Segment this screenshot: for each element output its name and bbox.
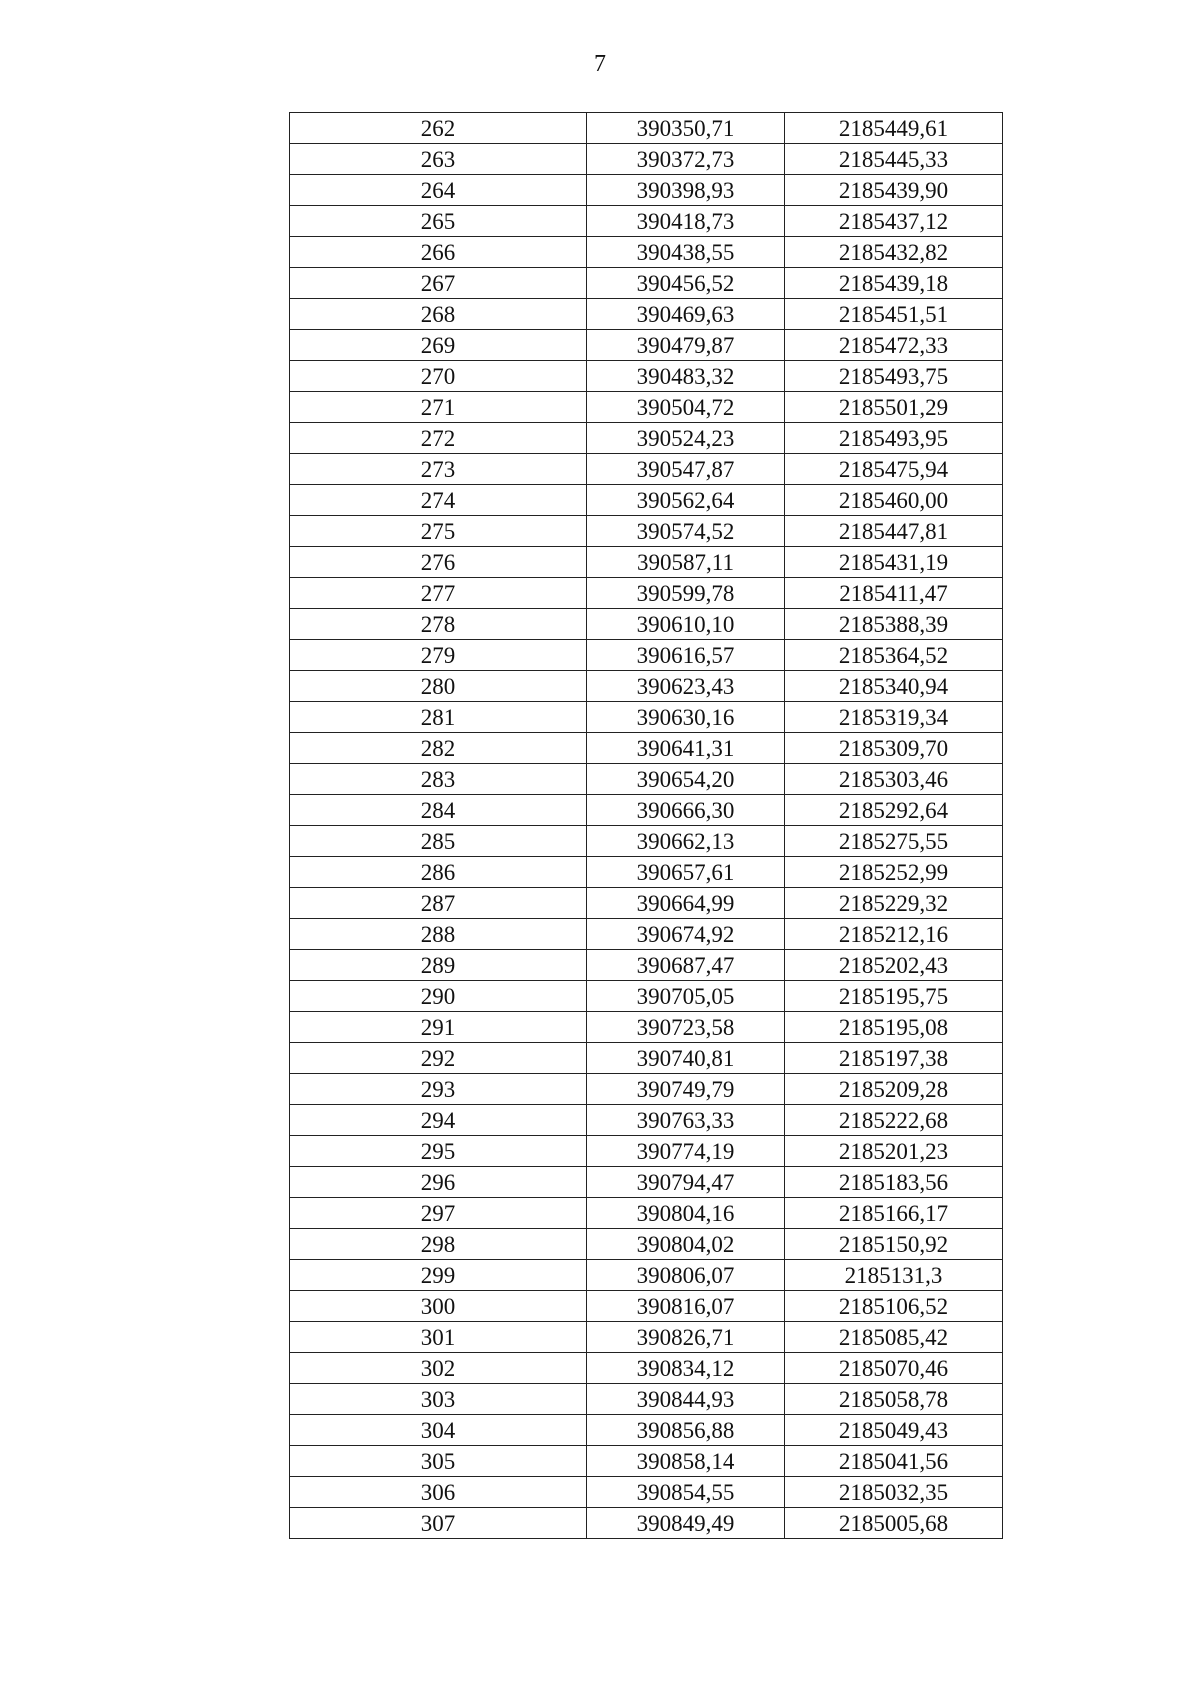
x-coordinate-cell: 390438,55 <box>587 237 785 268</box>
x-coordinate-cell: 390599,78 <box>587 578 785 609</box>
y-coordinate-cell: 2185309,70 <box>785 733 1003 764</box>
x-coordinate-cell: 390794,47 <box>587 1167 785 1198</box>
x-coordinate-cell: 390623,43 <box>587 671 785 702</box>
y-coordinate-cell: 2185472,33 <box>785 330 1003 361</box>
y-coordinate-cell: 2185131,3 <box>785 1260 1003 1291</box>
y-coordinate-cell: 2185431,19 <box>785 547 1003 578</box>
x-coordinate-cell: 390524,23 <box>587 423 785 454</box>
point-number-cell: 306 <box>290 1477 587 1508</box>
x-coordinate-cell: 390674,92 <box>587 919 785 950</box>
y-coordinate-cell: 2185005,68 <box>785 1508 1003 1539</box>
y-coordinate-cell: 2185364,52 <box>785 640 1003 671</box>
y-coordinate-cell: 2185085,42 <box>785 1322 1003 1353</box>
table-row <box>290 1260 1003 1291</box>
table-row <box>290 888 1003 919</box>
y-coordinate-cell: 2185195,75 <box>785 981 1003 1012</box>
point-number-cell: 280 <box>290 671 587 702</box>
table-row <box>290 764 1003 795</box>
y-coordinate-cell: 2185229,32 <box>785 888 1003 919</box>
x-coordinate-cell: 390657,61 <box>587 857 785 888</box>
table-row <box>290 733 1003 764</box>
table-row <box>290 981 1003 1012</box>
x-coordinate-cell: 390749,79 <box>587 1074 785 1105</box>
x-coordinate-cell: 390666,30 <box>587 795 785 826</box>
point-number-cell: 272 <box>290 423 587 454</box>
y-coordinate-cell: 2185058,78 <box>785 1384 1003 1415</box>
point-number-cell: 266 <box>290 237 587 268</box>
point-number-cell: 300 <box>290 1291 587 1322</box>
table-row <box>290 702 1003 733</box>
y-coordinate-cell: 2185411,47 <box>785 578 1003 609</box>
table-row <box>290 1229 1003 1260</box>
point-number-cell: 295 <box>290 1136 587 1167</box>
point-number-cell: 296 <box>290 1167 587 1198</box>
x-coordinate-cell: 390705,05 <box>587 981 785 1012</box>
y-coordinate-cell: 2185201,23 <box>785 1136 1003 1167</box>
table-row <box>290 1415 1003 1446</box>
point-number-cell: 265 <box>290 206 587 237</box>
x-coordinate-cell: 390816,07 <box>587 1291 785 1322</box>
point-number-cell: 263 <box>290 144 587 175</box>
point-number-cell: 281 <box>290 702 587 733</box>
y-coordinate-cell: 2185445,33 <box>785 144 1003 175</box>
y-coordinate-cell: 2185032,35 <box>785 1477 1003 1508</box>
y-coordinate-cell: 2185493,75 <box>785 361 1003 392</box>
table-row <box>290 1384 1003 1415</box>
table-row <box>290 547 1003 578</box>
y-coordinate-cell: 2185209,28 <box>785 1074 1003 1105</box>
y-coordinate-cell: 2185319,34 <box>785 702 1003 733</box>
coordinates-table-body <box>290 113 1003 1539</box>
table-row <box>290 1198 1003 1229</box>
point-number-cell: 267 <box>290 268 587 299</box>
y-coordinate-cell: 2185449,61 <box>785 113 1003 144</box>
y-coordinate-cell: 2185451,51 <box>785 299 1003 330</box>
point-number-cell: 290 <box>290 981 587 1012</box>
x-coordinate-cell: 390456,52 <box>587 268 785 299</box>
x-coordinate-cell: 390616,57 <box>587 640 785 671</box>
x-coordinate-cell: 390804,16 <box>587 1198 785 1229</box>
y-coordinate-cell: 2185202,43 <box>785 950 1003 981</box>
point-number-cell: 297 <box>290 1198 587 1229</box>
y-coordinate-cell: 2185275,55 <box>785 826 1003 857</box>
x-coordinate-cell: 390763,33 <box>587 1105 785 1136</box>
table-row <box>290 1477 1003 1508</box>
x-coordinate-cell: 390662,13 <box>587 826 785 857</box>
y-coordinate-cell: 2185222,68 <box>785 1105 1003 1136</box>
point-number-cell: 270 <box>290 361 587 392</box>
y-coordinate-cell: 2185340,94 <box>785 671 1003 702</box>
y-coordinate-cell: 2185437,12 <box>785 206 1003 237</box>
y-coordinate-cell: 2185252,99 <box>785 857 1003 888</box>
point-number-cell: 262 <box>290 113 587 144</box>
x-coordinate-cell: 390641,31 <box>587 733 785 764</box>
point-number-cell: 285 <box>290 826 587 857</box>
point-number-cell: 274 <box>290 485 587 516</box>
table-row <box>290 206 1003 237</box>
table-row <box>290 1074 1003 1105</box>
table-row <box>290 1508 1003 1539</box>
point-number-cell: 298 <box>290 1229 587 1260</box>
x-coordinate-cell: 390610,10 <box>587 609 785 640</box>
x-coordinate-cell: 390574,52 <box>587 516 785 547</box>
y-coordinate-cell: 2185303,46 <box>785 764 1003 795</box>
y-coordinate-cell: 2185070,46 <box>785 1353 1003 1384</box>
y-coordinate-cell: 2185183,56 <box>785 1167 1003 1198</box>
table-row <box>290 919 1003 950</box>
point-number-cell: 286 <box>290 857 587 888</box>
x-coordinate-cell: 390398,93 <box>587 175 785 206</box>
table-row <box>290 795 1003 826</box>
x-coordinate-cell: 390687,47 <box>587 950 785 981</box>
point-number-cell: 304 <box>290 1415 587 1446</box>
table-row <box>290 1291 1003 1322</box>
table-row <box>290 330 1003 361</box>
point-number-cell: 284 <box>290 795 587 826</box>
y-coordinate-cell: 2185460,00 <box>785 485 1003 516</box>
point-number-cell: 264 <box>290 175 587 206</box>
table-row <box>290 1105 1003 1136</box>
page-number: 7 <box>594 51 606 77</box>
table-row <box>290 392 1003 423</box>
point-number-cell: 293 <box>290 1074 587 1105</box>
x-coordinate-cell: 390849,49 <box>587 1508 785 1539</box>
table-row <box>290 950 1003 981</box>
y-coordinate-cell: 2185195,08 <box>785 1012 1003 1043</box>
x-coordinate-cell: 390844,93 <box>587 1384 785 1415</box>
x-coordinate-cell: 390372,73 <box>587 144 785 175</box>
x-coordinate-cell: 390587,11 <box>587 547 785 578</box>
table-row <box>290 609 1003 640</box>
table-row <box>290 299 1003 330</box>
y-coordinate-cell: 2185493,95 <box>785 423 1003 454</box>
point-number-cell: 301 <box>290 1322 587 1353</box>
table-row <box>290 175 1003 206</box>
y-coordinate-cell: 2185432,82 <box>785 237 1003 268</box>
point-number-cell: 268 <box>290 299 587 330</box>
x-coordinate-cell: 390856,88 <box>587 1415 785 1446</box>
point-number-cell: 282 <box>290 733 587 764</box>
point-number-cell: 279 <box>290 640 587 671</box>
x-coordinate-cell: 390740,81 <box>587 1043 785 1074</box>
x-coordinate-cell: 390654,20 <box>587 764 785 795</box>
table-row <box>290 268 1003 299</box>
table-row <box>290 1043 1003 1074</box>
x-coordinate-cell: 390479,87 <box>587 330 785 361</box>
table-row <box>290 1136 1003 1167</box>
y-coordinate-cell: 2185439,18 <box>785 268 1003 299</box>
y-coordinate-cell: 2185049,43 <box>785 1415 1003 1446</box>
y-coordinate-cell: 2185439,90 <box>785 175 1003 206</box>
point-number-cell: 269 <box>290 330 587 361</box>
table-row <box>290 144 1003 175</box>
x-coordinate-cell: 390562,64 <box>587 485 785 516</box>
x-coordinate-cell: 390804,02 <box>587 1229 785 1260</box>
table-row <box>290 1353 1003 1384</box>
y-coordinate-cell: 2185388,39 <box>785 609 1003 640</box>
table-row <box>290 1167 1003 1198</box>
x-coordinate-cell: 390806,07 <box>587 1260 785 1291</box>
table-row <box>290 516 1003 547</box>
table-row <box>290 671 1003 702</box>
x-coordinate-cell: 390723,58 <box>587 1012 785 1043</box>
y-coordinate-cell: 2185150,92 <box>785 1229 1003 1260</box>
y-coordinate-cell: 2185292,64 <box>785 795 1003 826</box>
point-number-cell: 291 <box>290 1012 587 1043</box>
point-number-cell: 276 <box>290 547 587 578</box>
point-number-cell: 294 <box>290 1105 587 1136</box>
point-number-cell: 271 <box>290 392 587 423</box>
x-coordinate-cell: 390826,71 <box>587 1322 785 1353</box>
y-coordinate-cell: 2185447,81 <box>785 516 1003 547</box>
x-coordinate-cell: 390858,14 <box>587 1446 785 1477</box>
y-coordinate-cell: 2185501,29 <box>785 392 1003 423</box>
table-row <box>290 826 1003 857</box>
table-row <box>290 423 1003 454</box>
table-row <box>290 454 1003 485</box>
point-number-cell: 277 <box>290 578 587 609</box>
y-coordinate-cell: 2185041,56 <box>785 1446 1003 1477</box>
x-coordinate-cell: 390834,12 <box>587 1353 785 1384</box>
table-row <box>290 1322 1003 1353</box>
table-row <box>290 1446 1003 1477</box>
x-coordinate-cell: 390483,32 <box>587 361 785 392</box>
table-row <box>290 640 1003 671</box>
x-coordinate-cell: 390547,87 <box>587 454 785 485</box>
x-coordinate-cell: 390854,55 <box>587 1477 785 1508</box>
y-coordinate-cell: 2185166,17 <box>785 1198 1003 1229</box>
x-coordinate-cell: 390418,73 <box>587 206 785 237</box>
table-row <box>290 1012 1003 1043</box>
y-coordinate-cell: 2185212,16 <box>785 919 1003 950</box>
x-coordinate-cell: 390350,71 <box>587 113 785 144</box>
table-row <box>290 485 1003 516</box>
point-number-cell: 305 <box>290 1446 587 1477</box>
x-coordinate-cell: 390774,19 <box>587 1136 785 1167</box>
coordinates-table <box>289 112 1003 1539</box>
point-number-cell: 307 <box>290 1508 587 1539</box>
x-coordinate-cell: 390664,99 <box>587 888 785 919</box>
point-number-cell: 288 <box>290 919 587 950</box>
x-coordinate-cell: 390504,72 <box>587 392 785 423</box>
y-coordinate-cell: 2185475,94 <box>785 454 1003 485</box>
table-row <box>290 578 1003 609</box>
point-number-cell: 289 <box>290 950 587 981</box>
point-number-cell: 302 <box>290 1353 587 1384</box>
point-number-cell: 303 <box>290 1384 587 1415</box>
y-coordinate-cell: 2185197,38 <box>785 1043 1003 1074</box>
point-number-cell: 278 <box>290 609 587 640</box>
point-number-cell: 283 <box>290 764 587 795</box>
point-number-cell: 299 <box>290 1260 587 1291</box>
point-number-cell: 292 <box>290 1043 587 1074</box>
x-coordinate-cell: 390469,63 <box>587 299 785 330</box>
table-row <box>290 857 1003 888</box>
y-coordinate-cell: 2185106,52 <box>785 1291 1003 1322</box>
table-row <box>290 113 1003 144</box>
x-coordinate-cell: 390630,16 <box>587 702 785 733</box>
point-number-cell: 273 <box>290 454 587 485</box>
table-row <box>290 361 1003 392</box>
table-row <box>290 237 1003 268</box>
point-number-cell: 287 <box>290 888 587 919</box>
point-number-cell: 275 <box>290 516 587 547</box>
